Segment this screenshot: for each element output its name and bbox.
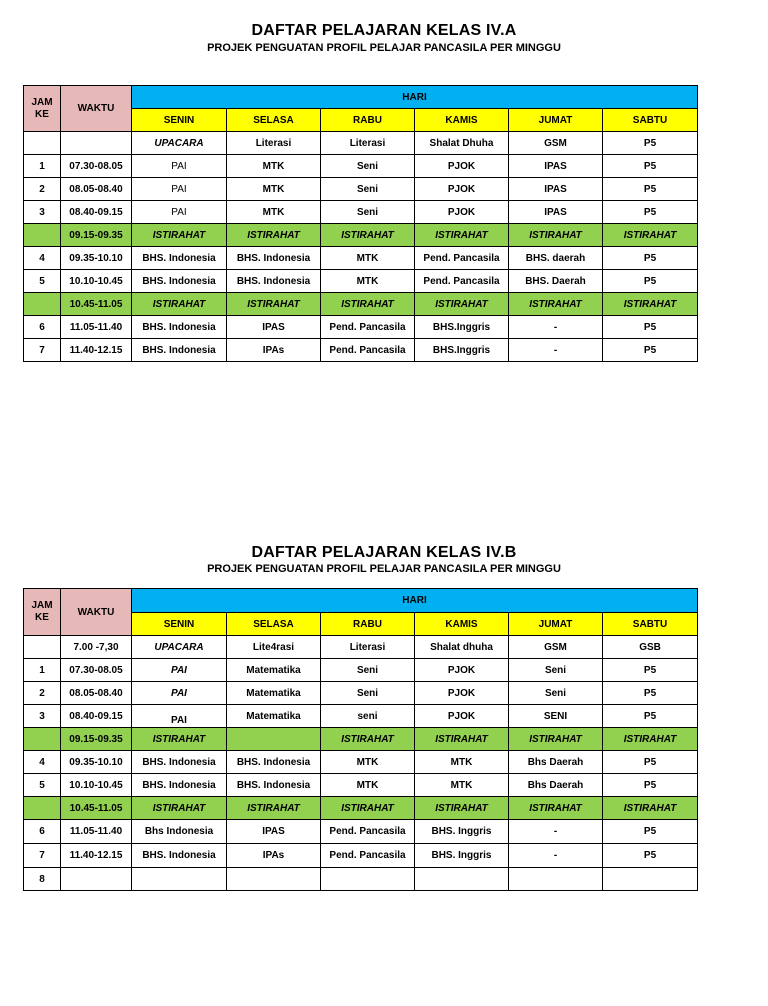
- table-row: [24, 247, 698, 270]
- cell-jam: 4: [24, 751, 61, 774]
- cell-waktu: 08.05-08.40: [61, 178, 132, 201]
- cell-waktu: 7.00 -7,30: [61, 636, 132, 659]
- cell-subject: P5: [603, 682, 698, 705]
- cell-subject: MTK: [227, 178, 321, 201]
- cell-jam: 7: [24, 339, 61, 362]
- cell-subject: PAI: [132, 682, 227, 705]
- cell-istirahat: ISTIRAHAT: [321, 797, 415, 820]
- cell-jam: [24, 728, 61, 751]
- cell-subject: SENI: [509, 705, 603, 728]
- cell-istirahat: ISTIRAHAT: [321, 224, 415, 247]
- header-day-sabtu: SABTU: [603, 613, 698, 636]
- cell-subject: MTK: [415, 774, 509, 797]
- header-day-selasa: SELASA: [227, 109, 321, 132]
- cell-istirahat: ISTIRAHAT: [321, 728, 415, 751]
- cell-subject: BHS.Inggris: [415, 339, 509, 362]
- cell-jam: 7: [24, 844, 61, 868]
- table-row: [24, 774, 698, 797]
- cell-waktu: [61, 132, 132, 155]
- cell-waktu: 07.30-08.05: [61, 155, 132, 178]
- cell-subject: BHS. Indonesia: [227, 270, 321, 293]
- cell-waktu: 10.45-11.05: [61, 293, 132, 316]
- cell-subject: P5: [603, 339, 698, 362]
- table-row: [24, 844, 698, 868]
- cell-subject: IPAS: [509, 201, 603, 224]
- cell-subject: MTK: [321, 774, 415, 797]
- cell-subject: [132, 868, 227, 891]
- cell-subject: Seni: [321, 155, 415, 178]
- cell-subject: IPAS: [227, 316, 321, 339]
- header-day-selasa: SELASA: [227, 613, 321, 636]
- cell-subject: P5: [603, 774, 698, 797]
- cell-subject: Shalat Dhuha: [415, 132, 509, 155]
- cell-subject: IPAS: [509, 155, 603, 178]
- cell-jam: 5: [24, 774, 61, 797]
- cell-subject: PJOK: [415, 659, 509, 682]
- cell-waktu: 11.40-12.15: [61, 339, 132, 362]
- cell-istirahat: ISTIRAHAT: [132, 293, 227, 316]
- cell-subject: Bhs Daerah: [509, 774, 603, 797]
- cell-subject: IPAs: [227, 339, 321, 362]
- cell-subject: P5: [603, 659, 698, 682]
- cell-waktu: [61, 868, 132, 891]
- cell-subject: BHS. Indonesia: [132, 751, 227, 774]
- cell-subject: UPACARA: [132, 132, 227, 155]
- cell-subject: Pend. Pancasila: [321, 844, 415, 868]
- cell-jam: [24, 132, 61, 155]
- cell-subject: GSM: [509, 132, 603, 155]
- table-row: [24, 178, 698, 201]
- cell-jam: 2: [24, 682, 61, 705]
- cell-istirahat: ISTIRAHAT: [509, 224, 603, 247]
- table-row: [24, 659, 698, 682]
- break-row: [24, 797, 698, 820]
- header-day-rabu: RABU: [321, 109, 415, 132]
- header-day-kamis: KAMIS: [415, 109, 509, 132]
- cell-subject: Pend. Pancasila: [415, 270, 509, 293]
- cell-subject: BHS. Indonesia: [227, 774, 321, 797]
- cell-subject: BHS.Inggris: [415, 316, 509, 339]
- break-row: [24, 224, 698, 247]
- cell-subject: BHS. Indonesia: [132, 316, 227, 339]
- cell-subject: MTK: [415, 751, 509, 774]
- header-jam-ke: JAM KE: [24, 589, 61, 636]
- cell-subject: Matematika: [227, 682, 321, 705]
- cell-waktu: 08.05-08.40: [61, 682, 132, 705]
- cell-subject: P5: [603, 705, 698, 728]
- cell-waktu: 09.35-10.10: [61, 247, 132, 270]
- cell-subject: PAI: [132, 155, 227, 178]
- cell-subject: UPACARA: [132, 636, 227, 659]
- cell-subject: P5: [603, 751, 698, 774]
- header-day-senin: SENIN: [132, 613, 227, 636]
- cell-subject: [415, 868, 509, 891]
- cell-subject: MTK: [321, 247, 415, 270]
- cell-subject: -: [509, 339, 603, 362]
- header-jam-ke: JAM KE: [24, 86, 61, 132]
- cell-jam: 5: [24, 270, 61, 293]
- cell-waktu: 09.35-10.10: [61, 751, 132, 774]
- cell-subject: IPAS: [509, 178, 603, 201]
- cell-waktu: 07.30-08.05: [61, 659, 132, 682]
- cell-jam: 8: [24, 868, 61, 891]
- cell-istirahat: ISTIRAHAT: [132, 797, 227, 820]
- table-row: [24, 132, 698, 155]
- cell-subject: Pend. Pancasila: [415, 247, 509, 270]
- cell-subject: Pend. Pancasila: [321, 316, 415, 339]
- break-row: [24, 728, 698, 751]
- cell-subject: IPAs: [227, 844, 321, 868]
- cell-waktu: 08.40-09.15: [61, 705, 132, 728]
- cell-subject: PJOK: [415, 682, 509, 705]
- cell-subject: Matematika: [227, 659, 321, 682]
- header-day-kamis: KAMIS: [415, 613, 509, 636]
- table-row: [24, 636, 698, 659]
- cell-subject: BHS. Indonesia: [227, 247, 321, 270]
- cell-jam: 6: [24, 820, 61, 844]
- cell-subject: MTK: [227, 201, 321, 224]
- cell-jam: [24, 293, 61, 316]
- cell-subject: P5: [603, 201, 698, 224]
- cell-subject: [227, 868, 321, 891]
- cell-subject: Bhs Indonesia: [132, 820, 227, 844]
- table-row: [24, 868, 698, 891]
- header-hari: HARI: [132, 589, 698, 613]
- cell-waktu: 11.40-12.15: [61, 844, 132, 868]
- table-row: [24, 316, 698, 339]
- cell-waktu: 10.10-10.45: [61, 270, 132, 293]
- cell-jam: [24, 636, 61, 659]
- header-day-jumat: JUMAT: [509, 613, 603, 636]
- cell-istirahat: ISTIRAHAT: [509, 728, 603, 751]
- cell-istirahat: ISTIRAHAT: [603, 224, 698, 247]
- cell-waktu: 09.15-09.35: [61, 728, 132, 751]
- cell-istirahat: ISTIRAHAT: [227, 797, 321, 820]
- cell-jam: 1: [24, 155, 61, 178]
- table-row: [24, 201, 698, 224]
- cell-subject: PAI: [132, 659, 227, 682]
- cell-subject: [509, 868, 603, 891]
- cell-waktu: 11.05-11.40: [61, 316, 132, 339]
- cell-jam: 2: [24, 178, 61, 201]
- cell-subject: PAI: [132, 201, 227, 224]
- cell-subject: Bhs Daerah: [509, 751, 603, 774]
- cell-istirahat: ISTIRAHAT: [603, 293, 698, 316]
- cell-jam: 3: [24, 201, 61, 224]
- schedule-b-title: DAFTAR PELAJARAN KELAS IV.B: [251, 544, 517, 561]
- cell-subject: Literasi: [321, 636, 415, 659]
- cell-istirahat: ISTIRAHAT: [509, 293, 603, 316]
- cell-subject: IPAS: [227, 820, 321, 844]
- cell-subject: BHS. Daerah: [509, 270, 603, 293]
- header-day-sabtu: SABTU: [603, 109, 698, 132]
- cell-istirahat: ISTIRAHAT: [415, 797, 509, 820]
- cell-istirahat: ISTIRAHAT: [132, 224, 227, 247]
- cell-jam: [24, 224, 61, 247]
- cell-istirahat: ISTIRAHAT: [603, 728, 698, 751]
- schedule-a-subtitle: PROJEK PENGUATAN PROFIL PELAJAR PANCASILA PER MINGGU: [207, 42, 561, 54]
- cell-waktu: 08.40-09.15: [61, 201, 132, 224]
- cell-istirahat: ISTIRAHAT: [415, 728, 509, 751]
- cell-subject: MTK: [321, 270, 415, 293]
- schedule-a-title: DAFTAR PELAJARAN KELAS IV.A: [251, 22, 517, 39]
- cell-subject: Literasi: [227, 132, 321, 155]
- cell-subject: PAI: [132, 178, 227, 201]
- cell-istirahat: ISTIRAHAT: [415, 293, 509, 316]
- cell-subject: Seni: [321, 682, 415, 705]
- schedule-b-table: [23, 588, 698, 891]
- cell-subject: BHS. Indonesia: [132, 844, 227, 868]
- table-row: [24, 270, 698, 293]
- cell-subject: PAI: [132, 705, 227, 728]
- cell-istirahat: [227, 728, 321, 751]
- cell-istirahat: ISTIRAHAT: [227, 293, 321, 316]
- cell-subject: Seni: [509, 682, 603, 705]
- cell-istirahat: ISTIRAHAT: [227, 224, 321, 247]
- table-row: [24, 705, 698, 728]
- cell-jam: 4: [24, 247, 61, 270]
- cell-subject: Shalat dhuha: [415, 636, 509, 659]
- cell-subject: BHS. Inggris: [415, 844, 509, 868]
- cell-istirahat: ISTIRAHAT: [509, 797, 603, 820]
- cell-subject: Lite4rasi: [227, 636, 321, 659]
- cell-subject: BHS. Indonesia: [132, 774, 227, 797]
- header-day-jumat: JUMAT: [509, 109, 603, 132]
- break-row: [24, 293, 698, 316]
- cell-jam: 6: [24, 316, 61, 339]
- cell-subject: -: [509, 844, 603, 868]
- cell-subject: Literasi: [321, 132, 415, 155]
- cell-subject: BHS. Indonesia: [132, 270, 227, 293]
- cell-subject: P5: [603, 820, 698, 844]
- cell-subject: Pend. Pancasila: [321, 339, 415, 362]
- schedule-b-subtitle: PROJEK PENGUATAN PROFIL PELAJAR PANCASILA PER MINGGU: [207, 563, 561, 575]
- cell-subject: Seni: [321, 201, 415, 224]
- cell-subject: P5: [603, 155, 698, 178]
- cell-jam: 3: [24, 705, 61, 728]
- cell-subject: Seni: [509, 659, 603, 682]
- cell-istirahat: ISTIRAHAT: [132, 728, 227, 751]
- cell-jam: [24, 797, 61, 820]
- cell-subject: -: [509, 316, 603, 339]
- header-day-senin: SENIN: [132, 109, 227, 132]
- cell-subject: P5: [603, 178, 698, 201]
- cell-subject: P5: [603, 132, 698, 155]
- cell-subject: P5: [603, 247, 698, 270]
- cell-subject: PJOK: [415, 705, 509, 728]
- table-row: [24, 339, 698, 362]
- table-row: [24, 682, 698, 705]
- cell-waktu: 10.10-10.45: [61, 774, 132, 797]
- cell-istirahat: ISTIRAHAT: [321, 293, 415, 316]
- cell-subject: PJOK: [415, 178, 509, 201]
- cell-subject: [603, 868, 698, 891]
- cell-subject: PJOK: [415, 155, 509, 178]
- cell-subject: [321, 868, 415, 891]
- cell-subject: MTK: [227, 155, 321, 178]
- cell-istirahat: ISTIRAHAT: [603, 797, 698, 820]
- cell-subject: MTK: [321, 751, 415, 774]
- cell-waktu: 11.05-11.40: [61, 820, 132, 844]
- cell-istirahat: ISTIRAHAT: [415, 224, 509, 247]
- cell-subject: BHS. Indonesia: [132, 247, 227, 270]
- header-day-rabu: RABU: [321, 613, 415, 636]
- cell-subject: seni: [321, 705, 415, 728]
- cell-subject: BHS. Inggris: [415, 820, 509, 844]
- header-waktu: WAKTU: [61, 589, 132, 636]
- cell-subject: P5: [603, 270, 698, 293]
- cell-subject: BHS. Indonesia: [132, 339, 227, 362]
- cell-subject: PJOK: [415, 201, 509, 224]
- table-row: [24, 155, 698, 178]
- cell-subject: Matematika: [227, 705, 321, 728]
- cell-jam: 1: [24, 659, 61, 682]
- table-row: [24, 820, 698, 844]
- schedule-a-table: [23, 85, 698, 362]
- cell-subject: Seni: [321, 178, 415, 201]
- cell-subject: -: [509, 820, 603, 844]
- header-waktu: WAKTU: [61, 86, 132, 132]
- cell-subject: P5: [603, 316, 698, 339]
- cell-subject: BHS. Indonesia: [227, 751, 321, 774]
- header-hari: HARI: [132, 86, 698, 109]
- cell-subject: Seni: [321, 659, 415, 682]
- cell-subject: Pend. Pancasila: [321, 820, 415, 844]
- cell-subject: GSM: [509, 636, 603, 659]
- cell-waktu: 10.45-11.05: [61, 797, 132, 820]
- cell-subject: GSB: [603, 636, 698, 659]
- cell-subject: P5: [603, 844, 698, 868]
- cell-subject: BHS. daerah: [509, 247, 603, 270]
- cell-waktu: 09.15-09.35: [61, 224, 132, 247]
- table-row: [24, 751, 698, 774]
